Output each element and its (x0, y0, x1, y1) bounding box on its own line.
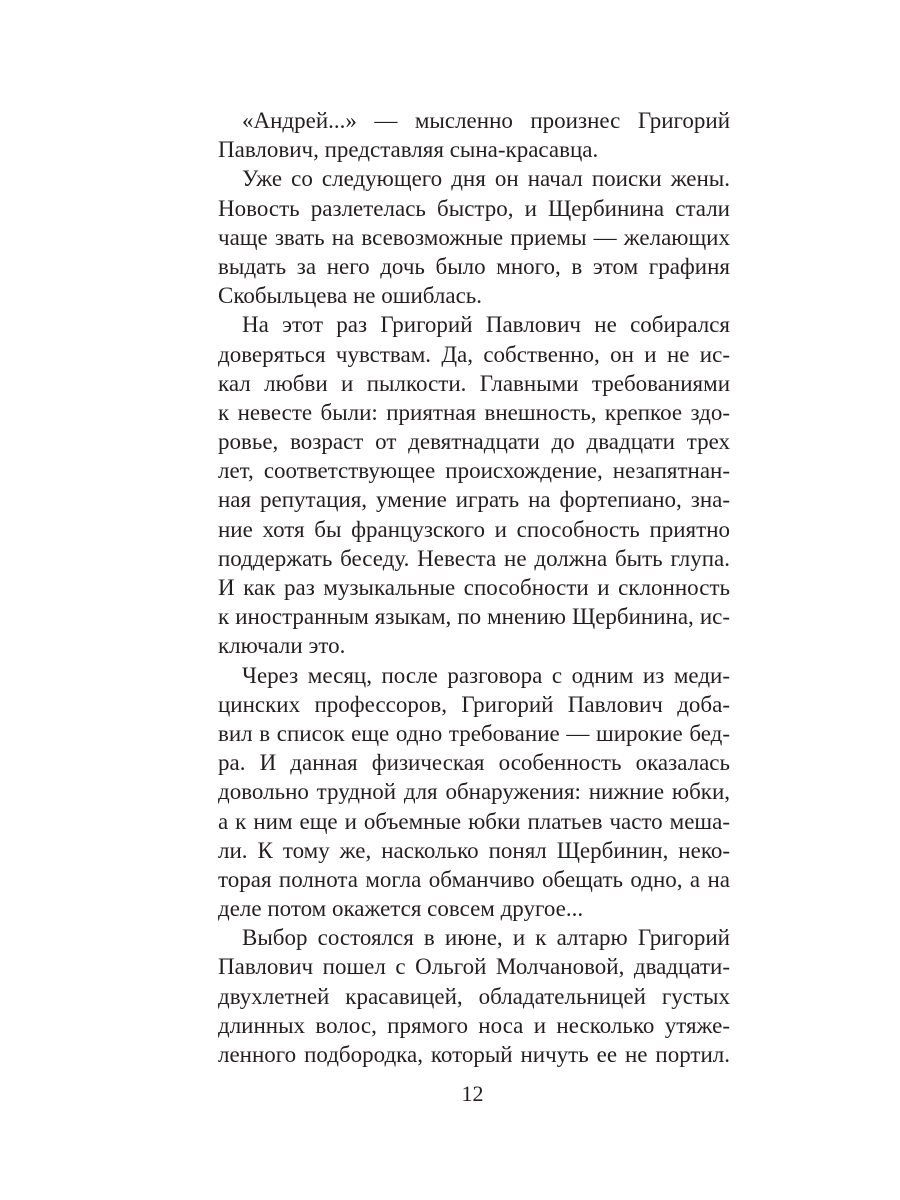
text-line: лет, соответствующее происхождение, незапятнан- (218, 458, 730, 484)
paragraph-5 (218, 923, 730, 1069)
text-line: длинных волос, прямого носа и несколько утяже- (218, 1012, 730, 1038)
text-line: а к ним еще и объемные юбки платьев часто меша- (218, 808, 730, 834)
text-line: Через месяц, после разговора с одним из меди- (242, 662, 730, 688)
text-line: к невесте были: приятная внешность, крепкое здо- (218, 399, 730, 425)
paragraph-2 (218, 164, 730, 310)
text-line: ная репутация, умение играть на фортепиано, зна- (218, 487, 730, 513)
text-line: цинских профессоров, Григорий Павлович доба- (218, 691, 730, 717)
text-line: Новость разлетелась быстро, и Щербинина стали (218, 195, 730, 221)
text-line: На этот раз Григорий Павлович не собирался (242, 312, 730, 338)
text-line: «Андрей...» — мысленно произнес Григорий (242, 108, 730, 133)
page-number: 12 (461, 1081, 484, 1106)
paragraph-3 (218, 310, 730, 660)
text-line: Выбор состоялся в июне, и к алтарю Григорий (242, 925, 730, 951)
text-line: ровье, возраст от девятнадцати до двадцати трех (218, 429, 730, 455)
text-line: Павлович пошел с Ольгой Молчановой, двадцати- (218, 954, 730, 980)
text-line: выдать за него дочь было много, в этом графиня (218, 253, 730, 279)
text-line: ние хотя бы французского и способность приятно (218, 516, 730, 542)
text-line: Скобыльцева не ошиблась. (218, 283, 483, 309)
text-line: поддержать беседу. Невеста не должна быть глупа. (218, 545, 730, 571)
text-line: двухлетней красавицей, обладательницей густых (218, 983, 730, 1009)
text-line: ра. И данная физическая особенность оказалась (218, 750, 730, 776)
text-line: к иностранным языкам, по мнению Щербинина, ис- (218, 604, 730, 630)
text-line: ли. К тому же, насколько понял Щербинин, неко- (218, 837, 730, 863)
paragraph-1 (218, 106, 730, 164)
text-line: вил в список еще одно требование — широкие бед- (218, 720, 730, 746)
text-line: чаще звать на всевозможные приемы — желающих (218, 224, 730, 250)
text-line: Павлович, представляя сына-красавца. (218, 137, 599, 163)
text-line: торая полнота могла обманчиво обещать одно, а на (218, 866, 730, 892)
text-line: довольно трудной для обнаружения: нижние юбки, (218, 779, 730, 805)
paragraph-4 (218, 661, 730, 924)
text-line: доверяться чувствам. Да, собственно, он и не ис- (218, 341, 730, 367)
text-line: Уже со следующего дня он начал поиски жены. (242, 166, 730, 192)
text-line: И как раз музыкальные способности и склонность (218, 575, 730, 600)
text-line: деле потом окажется совсем другое... (218, 896, 584, 922)
body-text (218, 106, 730, 1069)
text-line: кал любви и пылкости. Главными требованиями (218, 370, 730, 396)
text-line: ленного подбородка, который ничуть ее не портил. (218, 1042, 730, 1067)
text-line: ключали это. (218, 633, 346, 659)
